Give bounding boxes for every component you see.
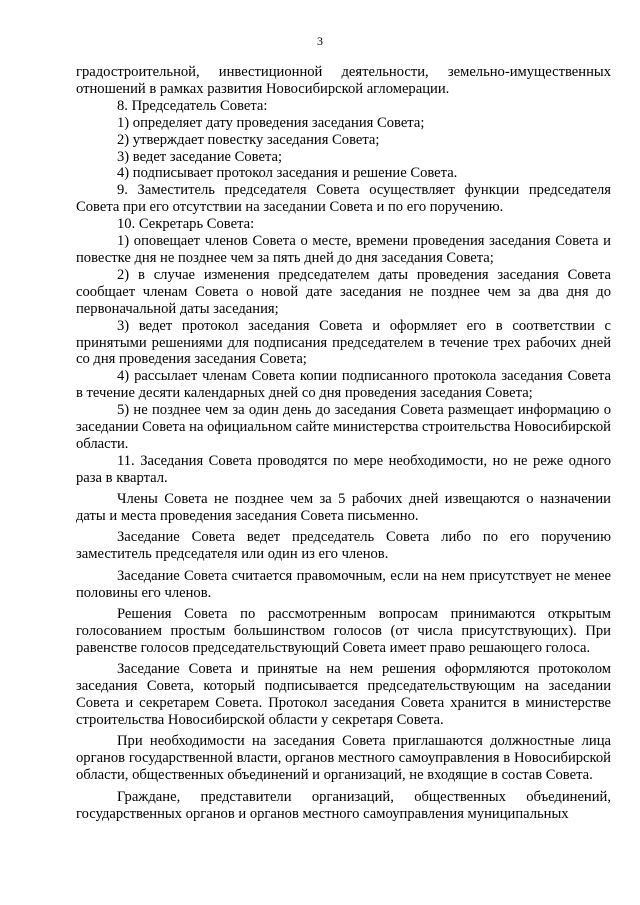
paragraph: 8. Председатель Совета: xyxy=(117,97,268,114)
paragraph: 3) ведет заседание Совета; xyxy=(117,148,283,165)
paragraph: 1) определяет дату проведения заседания Совета; xyxy=(117,114,425,131)
page-number: 3 xyxy=(317,34,323,48)
paragraph: 2) в случае изменения председателем даты проведения заседания Совета сообщает членам Совета о новой дате заседания не позднее чем за два дня до первоначальной даты заседания; xyxy=(76,266,611,317)
paragraph: 1) оповещает членов Совета о месте, времени проведения заседания Совета и повестке дня не позднее чем за пять дней до дня заседания Совета; xyxy=(76,233,611,266)
paragraph: 9. Заместитель председателя Совета осуществляет функции председателя Совета при его отсутствии на заседании Совета и по его поручению. xyxy=(76,182,611,216)
paragraph: 3) ведет протокол заседания Совета и оформляет его в соответствии с принятыми решениями для подписания председателем в течение трех рабочих дней со дня проведения заседания Совета; xyxy=(76,317,611,368)
paragraph: 4) рассылает членам Совета копии подписанного протокола заседания Совета в течение десяти календарных дней со дня проведения заседания Совета; xyxy=(76,368,611,402)
paragraph: Заседание Совета ведет председатель Совета либо по его поручению заместитель председателя или один из его членов. xyxy=(76,529,611,563)
document-body xyxy=(76,64,611,822)
paragraph: 2) утверждает повестку заседания Совета; xyxy=(117,131,380,148)
paragraph: Заседание Совета и принятые на нем решения оформляются протоколом заседания Совета, который подписывается председательствующим на заседании Совета и секретарем Совета. Протокол заседания Совета хранится в министерстве строительства Новосибирской области у секретаря Совета. xyxy=(76,661,611,729)
paragraph: При необходимости на заседания Совета приглашаются должностные лица органов государственной власти, органов местного самоуправления в Новосибирской области, общественных объединений и организаций, не входящие в состав Совета. xyxy=(76,733,611,784)
paragraph: 11. Заседания Совета проводятся по мере необходимости, но не реже одного раза в квартал. xyxy=(76,452,611,486)
paragraph: 4) подписывает протокол заседания и решение Совета. xyxy=(117,165,458,182)
paragraph: градостроительной, инвестиционной деятельности, земельно-имущественных отношений в рамках развития Новосибирской агломерации. xyxy=(76,64,611,97)
paragraph: Граждане, представители организаций, общественных объединений, государственных органов и органов местного самоуправления муниципальных xyxy=(76,788,611,822)
paragraph: Заседание Совета считается правомочным, если на нем присутствует не менее половины его членов. xyxy=(76,567,611,601)
paragraph: 5) не позднее чем за один день до заседания Совета размещает информацию о заседании Совета на официальном сайте министерства строительства Новосибирской области. xyxy=(76,402,611,452)
paragraph: Члены Совета не позднее чем за 5 рабочих дней извещаются о назначении даты и места проведения заседания Совета письменно. xyxy=(76,491,611,525)
paragraph: Решения Совета по рассмотренным вопросам принимаются открытым голосованием простым большинством голосов (от числа присутствующих). При равенстве голосов председательствующий Совета имеет право решающего голоса. xyxy=(76,606,611,656)
paragraph: 10. Секретарь Совета: xyxy=(117,216,255,233)
